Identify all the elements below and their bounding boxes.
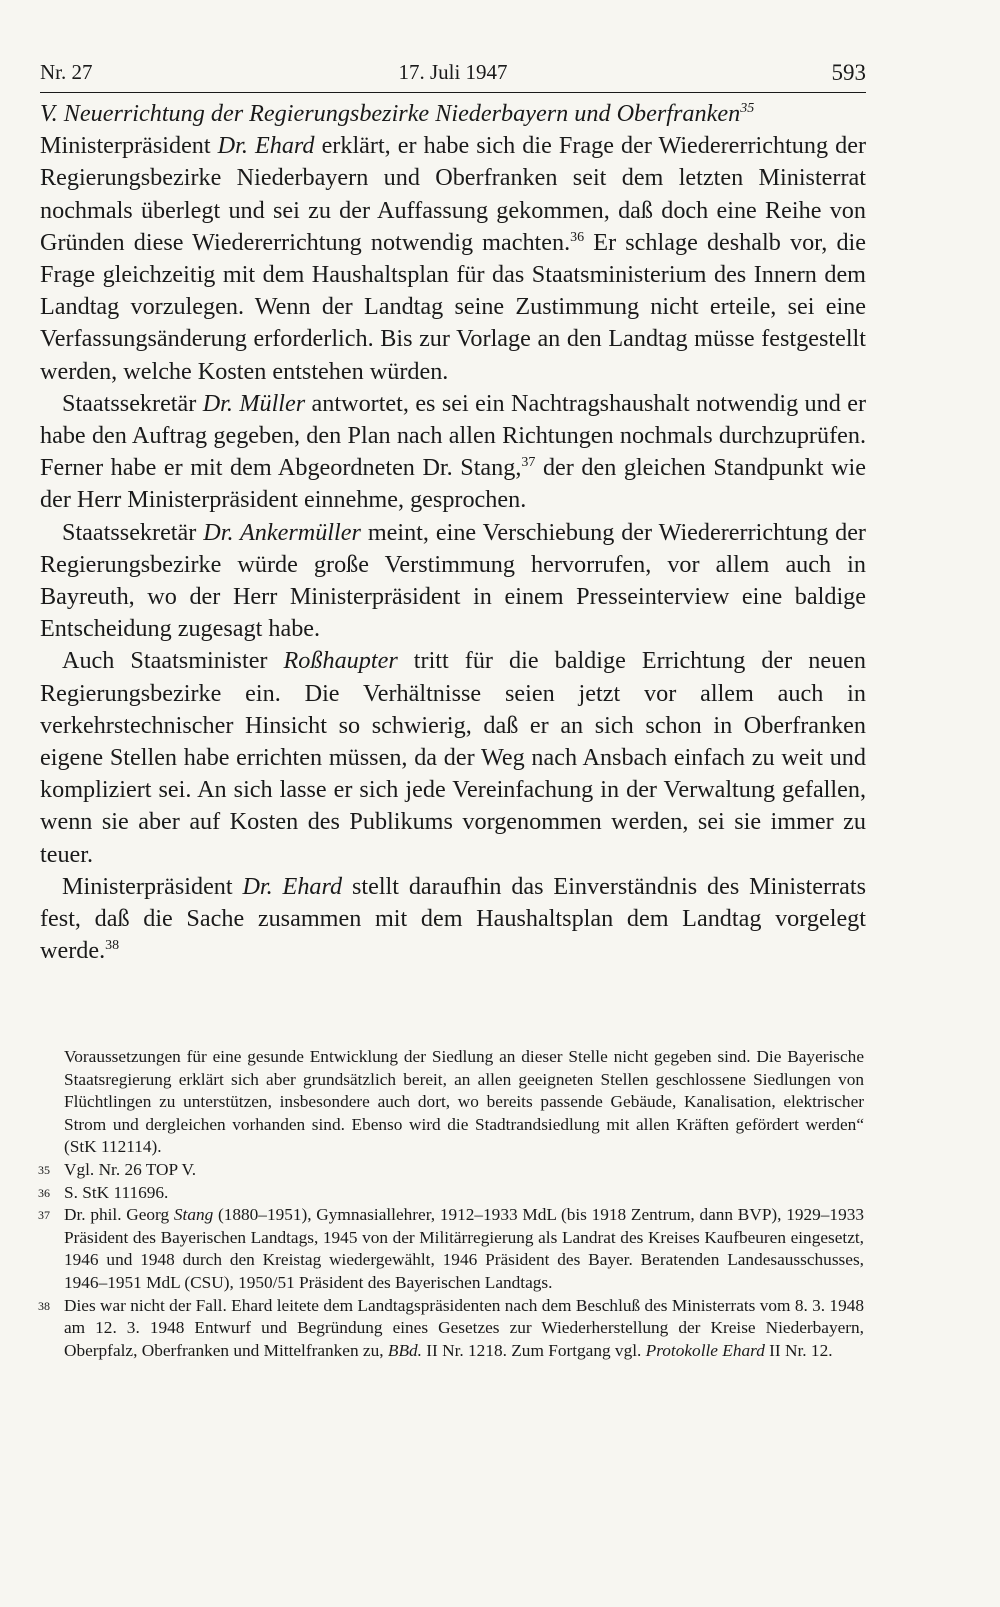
footnotes [38, 1046, 864, 1362]
source-reference: Protokolle Ehard [645, 1340, 765, 1360]
footnote-number: 38 [38, 1298, 50, 1313]
header-rule [40, 92, 866, 93]
paragraph: Staatssekretär Dr. Ankermüller meint, eine Verschiebung der Wiedererrichtung der Regierungsbezirke würde große Verstimmung hervorrufen, vor allem auch in Bayreuth, wo der Herr Ministerpräsident in einem Presseinterview eine baldige Entscheidung zugesagt habe. [40, 518, 866, 643]
footnote-ref: 36 [570, 229, 585, 245]
footnote-ref: 38 [105, 938, 120, 954]
paragraph: Staatssekretär Dr. Müller antwortet, es sei ein Nachtragshaushalt notwendig und er habe den Auftrag gegeben, den Plan nach allen Richtungen nochmals durchzuprüfen. Ferner habe er mit dem Abgeordneten Dr. Stang,$^{37}$ der den gleichen Standpunkt wie der Herr Ministerpräsident einnehme, gesprochen. [40, 389, 867, 514]
footnote-ref: 35 [740, 101, 755, 116]
page-number: 593 [831, 60, 866, 85]
footnote-ref: 37 [521, 455, 536, 471]
footnote-37: 37 Dr. phil. Georg Stang (1880–1951), Gymnasiallehrer, 1912–1933 MdL (bis 1918 Zentrum, dann BVP), 1929–1933 Präsident des Bayerischen Landtags, 1945 von der Militärregierung als Landrat des Kreises Kaufbeuren eingesetzt, 1946 und 1948 durch den Kreistag wiedergewählt, 1946 Präsident des Bayer. Beratenden Landesausschusses, 1946–1951 MdL (CSU), 1950/51 Präsident des Bayerischen Landtags. [38, 1205, 864, 1292]
footnote-number: 36 [38, 1185, 50, 1200]
document-number: Nr. 27 [40, 60, 93, 84]
footnote-35: 35 Vgl. Nr. 26 TOP V. [64, 1159, 864, 1182]
main-text [40, 98, 866, 967]
paragraph: Auch Staatsminister Roßhaupter tritt für die baldige Errichtung der neuen Regierungsbezirke ein. Die Verhältnisse seien jetzt vor allem auch in verkehrstechnischer Hinsicht so schwierig, daß er an sich schon in Oberfranken eigene Stellen habe errichten müssen, da der Weg nach Ansbach einfach zu weit und kompliziert sei. An sich lasse er sich jede Vereinfachung in der Verwaltung gefallen, wenn sie aber auf Kosten des Publikums vorgenommen werden, sei sie immer zu teuer. [40, 647, 867, 868]
paragraph: Ministerpräsident Dr. Ehard erklärt, er habe sich die Frage der Wiedererrichtung der Regierungsbezirke Niederbayern und Oberfranken seit dem letzten Ministerrat nochmals überlegt und sei zu der Auffassung gekommen, daß doch eine Reihe von Gründen diese Wiedererrichtung notwendig machten.$^{36}$ Er schlage deshalb vor, die Frage gleichzeitig mit dem Haushaltsplan für das Staatsministerium des Innern dem Landtag vorzulegen. Wenn der Landtag seine Zustimmung nicht erteile, sei eine Verfassungsänderung erforderlich. Bis zur Vorlage an den Landtag müsse festgestellt werden, welche Kosten entstehen würden. [40, 132, 866, 385]
person-name: Stang [173, 1205, 214, 1225]
footnote-36: 36 S. StK 111696. [64, 1182, 864, 1205]
footnote-number: 37 [38, 1208, 50, 1223]
person-name: Dr. Ankermüller [203, 518, 361, 546]
section-heading: V. Neuerrichtung der Regierungsbezirke Niederbayern und Oberfranken$^{35}$ [40, 100, 755, 127]
running-header [40, 52, 866, 92]
person-name: Dr. Ehard [217, 132, 315, 160]
paragraph: Ministerpräsident Dr. Ehard stellt daraufhin das Einverständnis des Ministerrats fest, daß die Sache zusammen mit dem Haushaltsplan dem Landtag vorgelegt werde.$^{38}$ [40, 872, 866, 965]
footnote-38: 38 Dies war nicht der Fall. Ehard leitete dem Landtagspräsidenten nach dem Beschluß des Ministerrats vom 8. 3. 1948 am 12. 3. 1948 Entwurf und Begründung eines Gesetzes zur Wiederherstellung der Kreise Niederbayern, Oberpfalz, Oberfranken und Mittelfranken zu, BBd. II Nr. 1218. Zum Fortgang vgl. Protokolle Ehard II Nr. 12. [38, 1295, 864, 1360]
person-name: Dr. Ehard [242, 872, 343, 900]
footnote-number: 35 [38, 1162, 50, 1177]
header-date: 17. Juli 1947 [398, 60, 508, 84]
person-name: Roßhaupter [283, 647, 398, 675]
footnote-continuation: Voraussetzungen für eine gesunde Entwicklung der Siedlung an dieser Stelle nicht gegeben sind. Die Bayerische Staatsregierung erklärt sich aber grundsätzlich bereit, an allen geeigneten Stellen geschlossene Siedlungen von Flüchtlingen zu unterstützen, insbesondere auch dort, wo bereits passende Gebäude, Kanalisation, elektrischer Strom und dergleichen vorhanden sind. Ebenso wird die Stadtrandsiedlung mit allen Kräften gefördert werden“ (StK 112114). [64, 1047, 864, 1157]
person-name: Dr. Müller [202, 389, 306, 417]
source-reference: BBd. [387, 1340, 422, 1360]
